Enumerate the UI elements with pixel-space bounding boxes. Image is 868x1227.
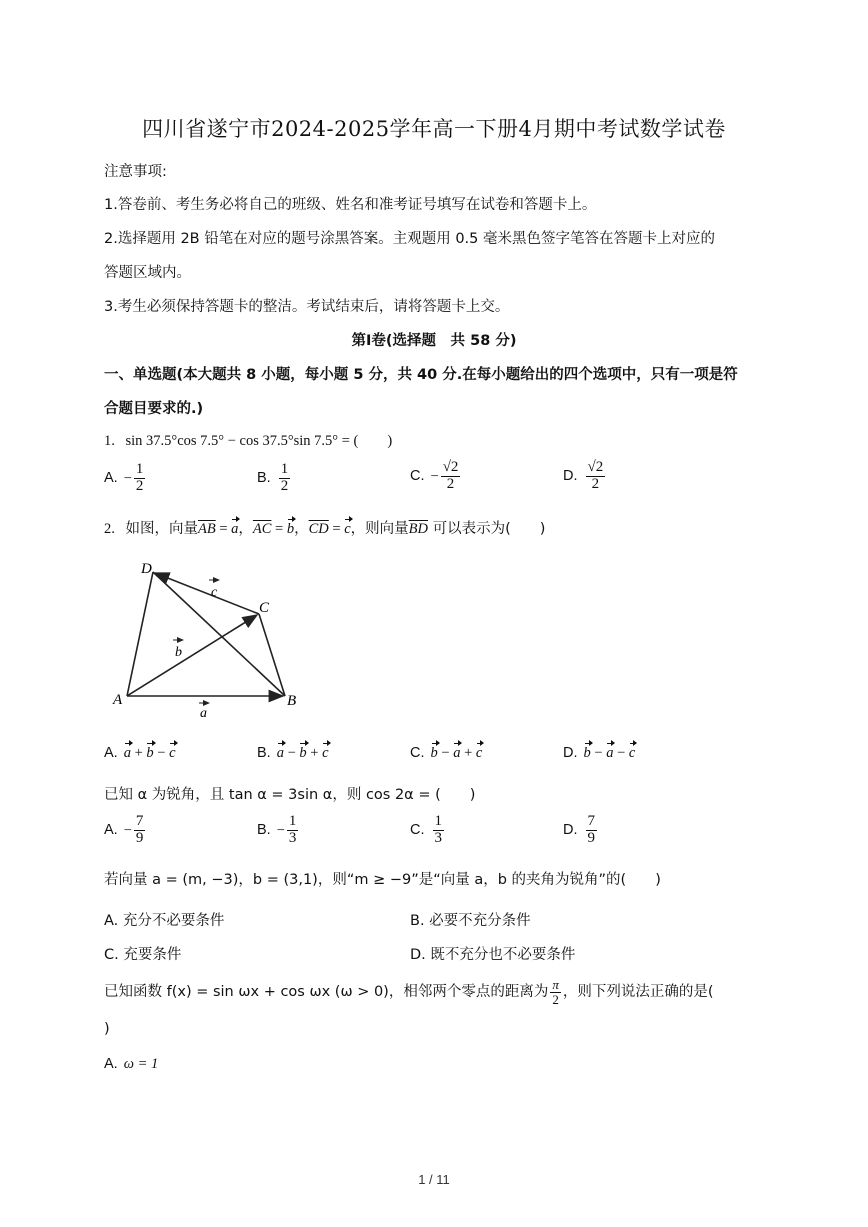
vector-a-label: a [200, 706, 207, 721]
q3-option-a: A. − $\frac{7}{9}$ [104, 813, 144, 846]
vector-ac [127, 615, 257, 696]
question-4: 若向量 a = (m, −3)，b = (3,1)，则“m ≥ −9”是“向量 a，b 的夹角为锐角”的( ) [104, 872, 661, 888]
question-5: 已知函数 f(x) = sin ωx + cos ωx (ω > 0)，相邻两个零点的距离为 $\frac{\pi}{2}$ ，则下列说法正确的是( [104, 977, 714, 1007]
notice-item-1: 1.答卷前、考生务必将自己的班级、姓名和准考证号填写在试卷和答题卡上。 [104, 197, 597, 213]
notice-item-3: 3.考生必须保持答题卡的整洁。考试结束后，请将答题卡上交。 [104, 299, 510, 315]
q3-option-c: C. $\frac{1}{3}$ [410, 813, 442, 846]
q4-option-a: A. 充分不必要条件 [104, 913, 225, 929]
q4-option-c: C. 充要条件 [104, 947, 182, 963]
q5-option-a: A. ω = 1 [104, 1056, 159, 1072]
point-c-label: C [259, 600, 270, 616]
q3-option-b: B. − $\frac{1}{3}$ [257, 813, 297, 846]
question-1-expr: sin 37.5°cos 7.5° − cos 37.5°sin 7.5° = ( ) [125, 433, 393, 449]
vector-c-label: c [211, 585, 218, 600]
point-d-label: D [141, 561, 152, 577]
q1-option-b: B. $\frac{1}{2}$ [257, 461, 289, 494]
question-5-line2: ) [104, 1021, 110, 1037]
q4-option-b: B. 必要不充分条件 [410, 913, 531, 929]
part1-instructions-line2: 合题目要求的.) [104, 401, 204, 417]
q2-option-b: B. a − b + c [257, 745, 329, 761]
notice-heading: 注意事项: [104, 164, 167, 180]
section-heading: 第Ⅰ卷(选择题 共 58 分) [351, 333, 517, 349]
point-a-label: A [113, 692, 123, 708]
question-2: 2. 如图，向量$\overline{AB} = a$，$\overline{AC} = b$，$\overline{CD} = c$，则向量$\overline{BD}$ 可以表示为( ) [104, 521, 546, 537]
vector-diagram [105, 552, 305, 724]
point-b-label: B [287, 693, 297, 709]
part1-instructions-line1: 一、单选题(本大题共 8 小题，每小题 5 分，共 40 分.在每小题给出的四个选项中，只有一项是符 [104, 367, 738, 383]
notice-item-2-line2: 答题区域内。 [104, 265, 191, 281]
question-number: 1. [104, 433, 115, 449]
q1-option-d: D. $\frac{√2}{2}$ [563, 459, 604, 492]
page-title: 四川省遂宁市2024-2025学年高一下册4月期中考试数学试卷 [142, 117, 726, 141]
q2-option-a: A. a + b − c [104, 745, 176, 761]
q1-option-a: A. − $\frac{1}{2}$ [104, 461, 144, 494]
question-3: 已知 α 为锐角，且 tan α = 3sin α，则 cos 2α = ( ) [104, 787, 476, 803]
page-number: 1 / 11 [418, 1172, 450, 1187]
question-1 [104, 429, 392, 450]
vector-cd [155, 573, 259, 614]
q2-option-d: D. b − a − c [563, 745, 636, 761]
segment-ad [127, 572, 153, 696]
q2-option-c: C. b − a + c [410, 745, 483, 761]
vector-b-label: b [175, 645, 182, 660]
q3-option-d: D. $\frac{7}{9}$ [563, 813, 595, 846]
q1-option-c: C. − $\frac{√2}{2}$ [410, 459, 459, 492]
q4-option-d: D. 既不充分也不必要条件 [410, 947, 576, 963]
notice-item-2-line1: 2.选择题用 2B 铅笔在对应的题号涂黑答案。主观题用 0.5 毫米黑色签字笔答在答题卡上对应的 [104, 231, 716, 247]
